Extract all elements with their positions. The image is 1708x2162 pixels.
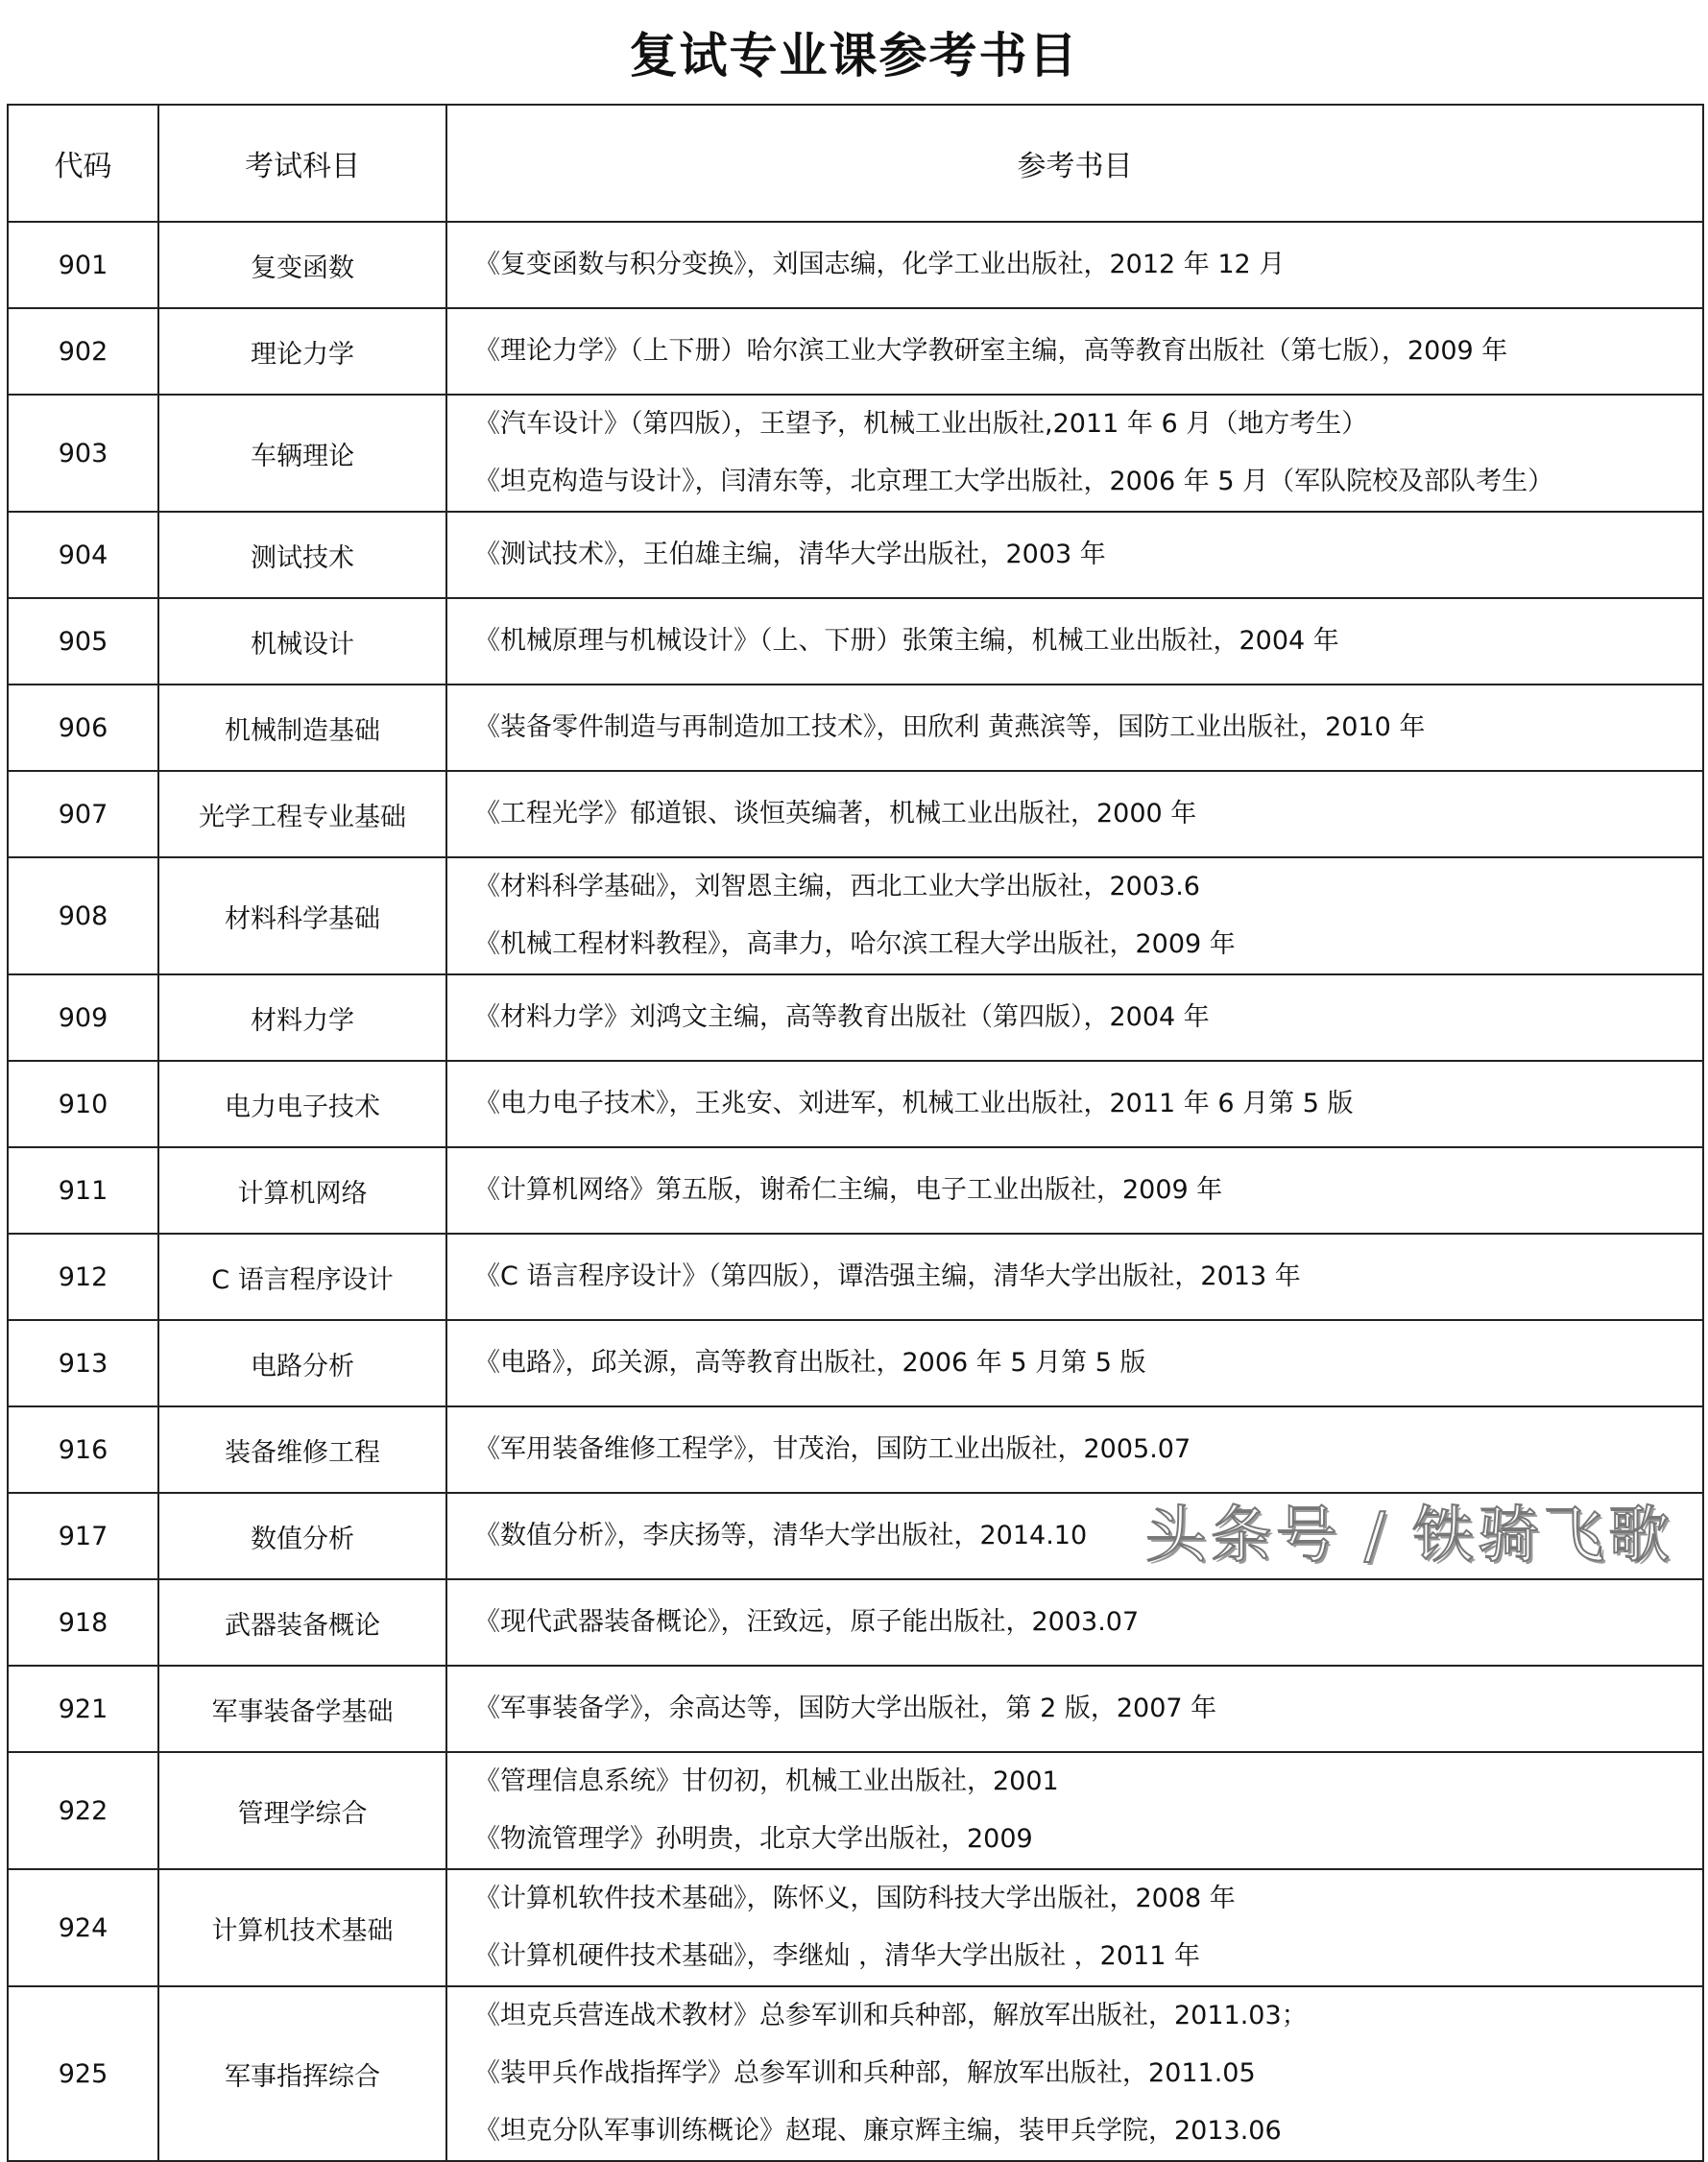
course-code: 901: [8, 222, 158, 308]
reference-books: [446, 974, 1703, 1061]
table-row: [8, 512, 1703, 598]
exam-subject: C 语言程序设计: [158, 1234, 446, 1320]
exam-subject: 装备维修工程: [158, 1406, 446, 1493]
table-row: [8, 1234, 1703, 1320]
table-row: [8, 1869, 1703, 1986]
course-code: 905: [8, 598, 158, 685]
book-entry: 《机械工程材料教程》，高聿力，哈尔滨工程大学出版社，2009 年: [474, 929, 1236, 959]
table-row: [8, 1986, 1703, 2161]
course-code: 904: [8, 512, 158, 598]
course-code: 913: [8, 1320, 158, 1406]
reference-books: [446, 771, 1703, 857]
reference-books: [446, 308, 1703, 395]
table-row: [8, 1061, 1703, 1147]
book-entry: 《理论力学》（上下册）哈尔滨工业大学教研室主编，高等教育出版社（第七版），2009 年: [474, 336, 1508, 366]
book-entry: 《复变函数与积分变换》，刘国志编，化学工业出版社，2012 年 12 月: [474, 250, 1286, 279]
exam-subject: 电路分析: [158, 1320, 446, 1406]
book-entry: 《电力电子技术》，王兆安、刘进军，机械工业出版社，2011 年 6 月第 5 版: [474, 1089, 1354, 1118]
table-row: [8, 1406, 1703, 1493]
course-code: 909: [8, 974, 158, 1061]
book-entry: 《数值分析》，李庆扬等，清华大学出版社，2014.10: [474, 1521, 1088, 1550]
reference-books: [446, 685, 1703, 771]
reference-books: [446, 598, 1703, 685]
book-entry: 《坦克分队军事训练概论》赵琨、廉京辉主编，装甲兵学院，2013.06: [474, 2116, 1282, 2146]
book-entry: 《测试技术》，王伯雄主编，清华大学出版社，2003 年: [474, 540, 1106, 569]
table-row: [8, 1752, 1703, 1869]
exam-subject: 光学工程专业基础: [158, 771, 446, 857]
table-row: [8, 771, 1703, 857]
exam-subject: 车辆理论: [158, 395, 446, 512]
header-code: 代码: [8, 105, 158, 222]
book-entry: 《物流管理学》孙明贵，北京大学出版社，2009: [474, 1824, 1033, 1854]
exam-subject: 电力电子技术: [158, 1061, 446, 1147]
book-entry: 《材料力学》刘鸿文主编，高等教育出版社（第四版），2004 年: [474, 1002, 1210, 1032]
reference-books: [446, 1579, 1703, 1666]
book-entry: 《装甲兵作战指挥学》总参军训和兵种部，解放军出版社，2011.05: [474, 2058, 1256, 2088]
reference-books: [446, 222, 1703, 308]
reference-books: [446, 1493, 1703, 1579]
course-code: 917: [8, 1493, 158, 1579]
course-code: 908: [8, 857, 158, 974]
reference-books: [446, 1234, 1703, 1320]
book-entry: 《汽车设计》（第四版），王望予，机械工业出版社,2011 年 6 月（地方考生）: [474, 409, 1368, 439]
exam-subject: 武器装备概论: [158, 1579, 446, 1666]
reference-books: [446, 395, 1703, 512]
book-entry: 《坦克兵营连战术教材》总参军训和兵种部，解放军出版社，2011.03；: [474, 2001, 1308, 2030]
course-code: 911: [8, 1147, 158, 1234]
reference-books: [446, 1986, 1703, 2161]
table-row: [8, 308, 1703, 395]
book-entry: 《工程光学》郁道银、谈恒英编著，机械工业出版社，2000 年: [474, 799, 1197, 829]
table-row: [8, 1493, 1703, 1579]
exam-subject: 军事指挥综合: [158, 1986, 446, 2161]
course-code: 922: [8, 1752, 158, 1869]
exam-subject: 军事装备学基础: [158, 1666, 446, 1752]
reference-books: [446, 1869, 1703, 1986]
course-code: 912: [8, 1234, 158, 1320]
reference-books: [446, 1320, 1703, 1406]
course-code: 924: [8, 1869, 158, 1986]
book-entry: 《现代武器装备概论》，汪致远，原子能出版社，2003.07: [474, 1607, 1140, 1637]
book-entry: 《计算机软件技术基础》，陈怀义，国防科技大学出版社，2008 年: [474, 1884, 1236, 1913]
header-books: 参考书目: [446, 105, 1703, 222]
table-row: [8, 857, 1703, 974]
exam-subject: 管理学综合: [158, 1752, 446, 1869]
exam-subject: 材料科学基础: [158, 857, 446, 974]
course-code: 921: [8, 1666, 158, 1752]
reference-books: [446, 1061, 1703, 1147]
exam-subject: 计算机技术基础: [158, 1869, 446, 1986]
exam-subject: 复变函数: [158, 222, 446, 308]
course-code: 916: [8, 1406, 158, 1493]
table-row: [8, 1320, 1703, 1406]
table-header-row: [8, 105, 1703, 222]
course-code: 907: [8, 771, 158, 857]
book-entry: 《管理信息系统》甘仞初，机械工业出版社，2001: [474, 1766, 1059, 1796]
reference-books: [446, 1147, 1703, 1234]
reference-book-table: [7, 104, 1704, 2162]
course-code: 903: [8, 395, 158, 512]
table-row: [8, 598, 1703, 685]
exam-subject: 机械设计: [158, 598, 446, 685]
course-code: 902: [8, 308, 158, 395]
reference-books: [446, 512, 1703, 598]
book-entry: 《电路》，邱关源，高等教育出版社，2006 年 5 月第 5 版: [474, 1348, 1146, 1378]
book-entry: 《材料科学基础》，刘智恩主编，西北工业大学出版社，2003.6: [474, 872, 1200, 901]
header-subject: 考试科目: [158, 105, 446, 222]
table-row: [8, 1147, 1703, 1234]
course-code: 918: [8, 1579, 158, 1666]
book-entry: 《军用装备维修工程学》，甘茂治，国防工业出版社，2005.07: [474, 1434, 1191, 1464]
table-row: [8, 1579, 1703, 1666]
course-code: 925: [8, 1986, 158, 2161]
book-entry: 《计算机网络》第五版，谢希仁主编，电子工业出版社，2009 年: [474, 1175, 1223, 1205]
exam-subject: 材料力学: [158, 974, 446, 1061]
course-code: 910: [8, 1061, 158, 1147]
table-row: [8, 685, 1703, 771]
exam-subject: 机械制造基础: [158, 685, 446, 771]
page-title: 复试专业课参考书目: [629, 28, 1079, 84]
reference-books: [446, 1752, 1703, 1869]
course-code: 906: [8, 685, 158, 771]
exam-subject: 数值分析: [158, 1493, 446, 1579]
book-entry: 《机械原理与机械设计》（上、下册）张策主编，机械工业出版社，2004 年: [474, 626, 1339, 656]
table-row: [8, 974, 1703, 1061]
reference-books: [446, 857, 1703, 974]
exam-subject: 测试技术: [158, 512, 446, 598]
table-row: [8, 1666, 1703, 1752]
book-entry: 《装备零件制造与再制造加工技术》，田欣利 黄燕滨等，国防工业出版社，2010 年: [474, 712, 1426, 742]
book-entry: 《坦克构造与设计》，闫清东等，北京理工大学出版社，2006 年 5 月（军队院校及部队考生）: [474, 467, 1554, 496]
reference-books: [446, 1666, 1703, 1752]
table-row: [8, 222, 1703, 308]
table-row: [8, 395, 1703, 512]
exam-subject: 计算机网络: [158, 1147, 446, 1234]
reference-books: [446, 1406, 1703, 1493]
exam-subject: 理论力学: [158, 308, 446, 395]
book-entry: 《C 语言程序设计》（第四版），谭浩强主编，清华大学出版社，2013 年: [474, 1261, 1301, 1291]
book-entry: 《军事装备学》，余高达等，国防大学出版社，第 2 版，2007 年: [474, 1694, 1217, 1723]
watermark: 头条号 / 铁骑飞歌: [1144, 1501, 1673, 1572]
book-entry: 《计算机硬件技术基础》，李继灿 ，清华大学出版社 ，2011 年: [474, 1941, 1200, 1971]
